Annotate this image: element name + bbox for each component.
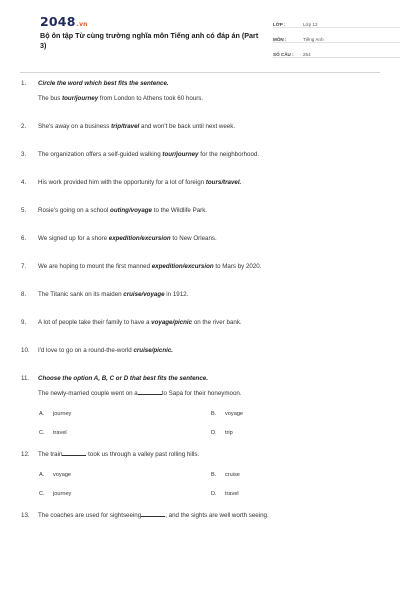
- sentence-text: on the river bank.: [192, 319, 242, 326]
- word-choice[interactable]: tour/journey: [62, 95, 99, 102]
- option-text: journey: [53, 491, 72, 497]
- option-letter: A.: [39, 472, 45, 478]
- option-text: voyage: [53, 472, 72, 478]
- question-number: 3.: [21, 151, 27, 158]
- option-letter: D.: [211, 491, 217, 497]
- option-d[interactable]: [211, 490, 383, 498]
- question-item: [20, 234, 380, 243]
- sentence-text: The bus: [38, 95, 63, 102]
- option-text: trip: [225, 430, 233, 436]
- word-choice[interactable]: voyage/picnic: [151, 319, 193, 326]
- site-logo[interactable]: [40, 14, 88, 29]
- meta-row-subject: [273, 28, 400, 43]
- logo-suffix: .vn: [76, 21, 88, 28]
- logo-text: 2048: [40, 14, 76, 29]
- question-number: 1.: [21, 80, 27, 87]
- answer-options: [20, 410, 380, 448]
- sentence-text: I'd love to go on a round-the-world: [38, 347, 134, 354]
- question-item: [20, 150, 380, 159]
- option-letter: D.: [211, 430, 217, 436]
- answer-blank[interactable]: [138, 389, 162, 395]
- question-number: 10.: [21, 347, 30, 354]
- option-text: journey: [53, 411, 72, 417]
- question-item: [20, 346, 380, 355]
- question-instruction: Circle the word which best fits the sentence.: [38, 80, 169, 87]
- question-number: 11.: [21, 375, 30, 382]
- option-text: travel: [225, 491, 239, 497]
- question-item: [20, 79, 380, 103]
- sentence-text: The newly-married couple went on a: [38, 390, 138, 397]
- question-item: [20, 374, 380, 398]
- meta-value: Tiếng Anh: [303, 37, 324, 42]
- question-number: 4.: [21, 179, 27, 186]
- word-choice[interactable]: cruise/picnic.: [133, 347, 173, 354]
- meta-value: Lớp 12: [303, 22, 318, 27]
- question-sentence: [38, 94, 380, 103]
- question-item: [20, 290, 380, 299]
- sentence-text: The coaches are used for sightseeing: [38, 512, 142, 519]
- answer-options: [20, 471, 380, 509]
- meta-row-class: [273, 13, 400, 28]
- word-choice[interactable]: trip/travel: [111, 123, 140, 130]
- option-c[interactable]: [39, 490, 211, 498]
- sentence-text: We signed up for a shore: [38, 235, 109, 242]
- option-text: voyage: [225, 411, 244, 417]
- sentence-text: to Mars by 2020.: [213, 263, 262, 270]
- option-letter: B.: [211, 411, 217, 417]
- answer-blank[interactable]: [62, 450, 86, 456]
- option-a[interactable]: [39, 410, 211, 418]
- meta-value: 254: [303, 52, 311, 57]
- question-number: 13.: [21, 512, 30, 519]
- sentence-text: She's away on a business: [38, 123, 112, 130]
- option-b[interactable]: [211, 471, 383, 479]
- question-number: 7.: [21, 263, 27, 270]
- question-item: [20, 262, 380, 271]
- sentence-text: for the neighborhood.: [198, 151, 260, 158]
- option-a[interactable]: [39, 471, 211, 479]
- option-b[interactable]: [211, 410, 383, 418]
- sentence-text: The organization offers a self-guided walking: [38, 151, 163, 158]
- meta-label: SỐ CÂU :: [273, 52, 294, 57]
- option-letter: B.: [211, 472, 217, 478]
- sentence-text: to Sapa for their honeymoon.: [161, 390, 242, 397]
- meta-label: MÔN :: [273, 37, 287, 42]
- word-choice[interactable]: cruise/voyage: [123, 291, 165, 298]
- answer-blank[interactable]: [141, 511, 165, 517]
- question-item: [20, 511, 380, 520]
- word-choice[interactable]: tours/travel.: [205, 179, 242, 186]
- sentence-text: took us through a valley past rolling hills.: [88, 451, 200, 458]
- question-item: [20, 178, 380, 187]
- sentence-text: His work provided him with the opportunity for a lot of foreign: [38, 179, 206, 186]
- option-c[interactable]: [39, 429, 211, 437]
- document-title: Bộ ôn tập Từ cùng trường nghĩa môn Tiếng anh có đáp án (Part 3): [40, 31, 259, 50]
- meta-label: LỚP :: [273, 22, 286, 27]
- question-number: 6.: [21, 235, 27, 242]
- word-choice[interactable]: tour/journey: [162, 151, 199, 158]
- sentence-text: Rosie's going on a school: [38, 207, 111, 214]
- question-item: [20, 206, 380, 215]
- sentence-text: The Titanic sank on its maiden: [38, 291, 124, 298]
- option-text: travel: [53, 430, 67, 436]
- option-letter: C.: [39, 491, 45, 497]
- sentence-text: The train: [38, 451, 63, 458]
- question-number: 9.: [21, 319, 27, 326]
- sentence-text: , and the sights are well worth seeing.: [165, 512, 269, 519]
- question-sentence: [38, 389, 380, 398]
- sentence-text: and won't be back until next week.: [139, 123, 236, 130]
- option-letter: C.: [39, 430, 45, 436]
- meta-info: [273, 13, 400, 58]
- sentence-text: to the Wildlife Park.: [152, 207, 208, 214]
- option-text: cruise: [225, 472, 240, 478]
- sentence-text: in 1912.: [164, 291, 189, 298]
- word-choice[interactable]: expedition/excursion: [151, 263, 214, 270]
- question-instruction: Choose the option A, B, C or D that best fits the sentence.: [38, 375, 208, 382]
- question-number: 12.: [21, 451, 30, 458]
- option-d[interactable]: [211, 429, 383, 437]
- question-item: [20, 122, 380, 131]
- sentence-text: from London to Athens took 60 hours.: [98, 95, 204, 102]
- question-item: [20, 450, 380, 459]
- sentence-text: to New Orleans.: [170, 235, 217, 242]
- meta-row-count: [273, 43, 400, 58]
- question-number: 5.: [21, 207, 27, 214]
- sentence-text: A lot of people take their family to have a: [38, 319, 152, 326]
- word-choice[interactable]: outing/voyage: [110, 207, 152, 214]
- option-letter: A.: [39, 411, 45, 417]
- question-item: [20, 318, 380, 327]
- word-choice[interactable]: expedition/excursion: [108, 235, 171, 242]
- question-number: 8.: [21, 291, 27, 298]
- question-list: [20, 79, 380, 520]
- header-divider: [20, 72, 380, 73]
- sentence-text: We are hoping to mount the first manned: [38, 263, 152, 270]
- document-header: [20, 0, 380, 64]
- question-number: 2.: [21, 123, 27, 130]
